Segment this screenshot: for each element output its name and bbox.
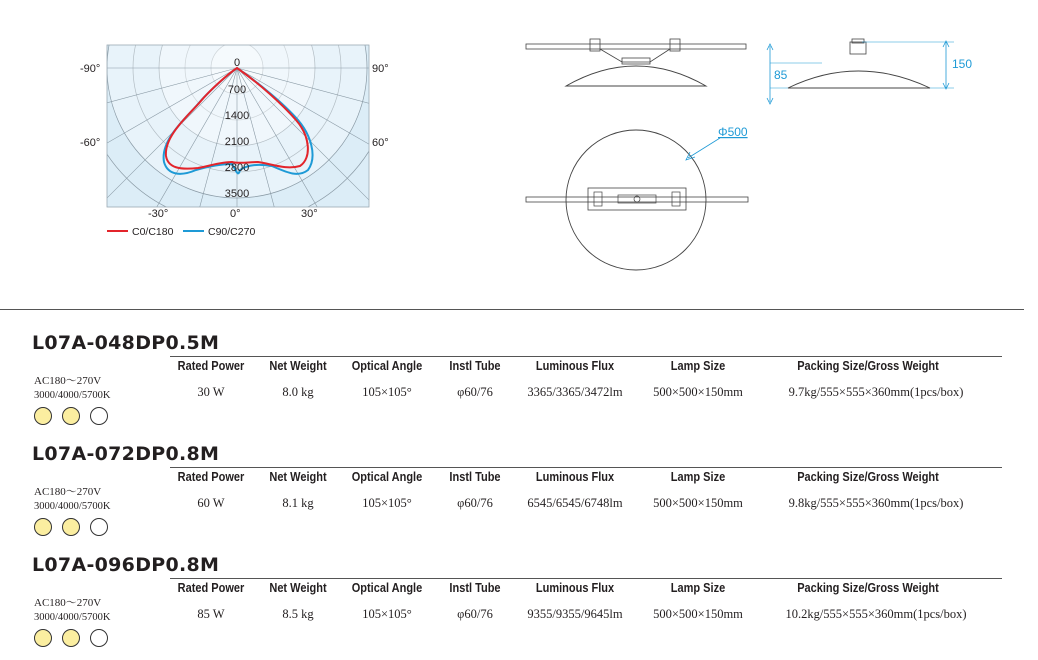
cct-dot-4000k bbox=[62, 407, 80, 425]
header-net-weight: Net Weight bbox=[269, 359, 327, 373]
value-packing-size: 9.8kg/555×555×360mm(1pcs/box) bbox=[788, 496, 964, 510]
angle-label-bottom-30: 30° bbox=[301, 208, 318, 220]
value-optical-angle: 105×105° bbox=[362, 385, 412, 399]
value-rated-power: 85 W bbox=[197, 607, 225, 621]
radial-label-3500: 3500 bbox=[224, 188, 250, 200]
color-temperature: 3000/4000/5700K bbox=[34, 612, 111, 623]
radial-label-1400: 1400 bbox=[224, 110, 250, 122]
value-lamp-size: 500×500×150mm bbox=[653, 385, 743, 399]
header-packing-size: Packing Size/Gross Weight bbox=[797, 359, 939, 373]
radial-label-700: 700 bbox=[227, 84, 247, 96]
header-rated-power: Rated Power bbox=[177, 581, 245, 595]
cct-dot-5700k bbox=[90, 629, 108, 647]
dimension-diameter: Φ500 bbox=[718, 125, 748, 139]
header-rated-power: Rated Power bbox=[177, 359, 245, 373]
polar-distribution-chart bbox=[60, 38, 410, 248]
value-rated-power: 30 W bbox=[197, 385, 225, 399]
cct-dot-5700k bbox=[90, 518, 108, 536]
header-rule bbox=[170, 467, 1002, 468]
angle-label-bottom-0: 0° bbox=[230, 208, 241, 220]
value-packing-size: 10.2kg/555×555×360mm(1pcs/box) bbox=[785, 607, 967, 621]
lamp-top-view bbox=[520, 120, 760, 275]
cct-dot-3000k bbox=[34, 629, 52, 647]
cct-dot-4000k bbox=[62, 518, 80, 536]
angle-label-left-90: -90° bbox=[80, 63, 101, 75]
model-name: L07A-096DP0.8M bbox=[32, 554, 220, 576]
cct-dot-3000k bbox=[34, 407, 52, 425]
product-block bbox=[32, 332, 1038, 432]
product-block bbox=[32, 443, 1038, 543]
color-temperature: 3000/4000/5700K bbox=[34, 390, 111, 401]
value-optical-angle: 105×105° bbox=[362, 607, 412, 621]
header-luminous-flux: Luminous Flux bbox=[535, 470, 615, 484]
value-lamp-size: 500×500×150mm bbox=[653, 496, 743, 510]
value-optical-angle: 105×105° bbox=[362, 496, 412, 510]
value-instl-tube: φ60/76 bbox=[457, 607, 493, 621]
header-instl-tube: Instl Tube bbox=[449, 359, 501, 373]
value-packing-size: 9.7kg/555×555×360mm(1pcs/box) bbox=[788, 385, 964, 399]
header-luminous-flux: Luminous Flux bbox=[535, 581, 615, 595]
value-net-weight: 8.5 kg bbox=[282, 607, 314, 621]
cct-dot-4000k bbox=[62, 629, 80, 647]
header-net-weight: Net Weight bbox=[269, 470, 327, 484]
radial-label-2800: 2800 bbox=[224, 162, 250, 174]
header-net-weight: Net Weight bbox=[269, 581, 327, 595]
header-optical-angle: Optical Angle bbox=[351, 581, 423, 595]
value-net-weight: 8.1 kg bbox=[282, 496, 314, 510]
value-instl-tube: φ60/76 bbox=[457, 385, 493, 399]
header-rated-power: Rated Power bbox=[177, 470, 245, 484]
voltage-range: AC180～270V bbox=[34, 597, 102, 609]
lamp-side-view bbox=[520, 36, 752, 96]
header-instl-tube: Instl Tube bbox=[449, 581, 501, 595]
product-block bbox=[32, 554, 1038, 654]
model-name: L07A-048DP0.5M bbox=[32, 332, 220, 354]
header-optical-angle: Optical Angle bbox=[351, 470, 423, 484]
value-luminous-flux: 6545/6545/6748lm bbox=[527, 496, 623, 510]
radial-label-2100: 2100 bbox=[224, 136, 250, 148]
header-optical-angle: Optical Angle bbox=[351, 359, 423, 373]
value-luminous-flux: 9355/9355/9645lm bbox=[527, 607, 623, 621]
cct-dot-5700k bbox=[90, 407, 108, 425]
model-name: L07A-072DP0.8M bbox=[32, 443, 220, 465]
header-packing-size: Packing Size/Gross Weight bbox=[797, 581, 939, 595]
lamp-dimension-view bbox=[762, 36, 982, 106]
voltage-range: AC180～270V bbox=[34, 375, 102, 387]
legend-label-c0: C0/C180 bbox=[132, 226, 174, 238]
angle-label-right-90: 90° bbox=[372, 63, 389, 75]
value-lamp-size: 500×500×150mm bbox=[653, 607, 743, 621]
voltage-range: AC180～270V bbox=[34, 486, 102, 498]
value-instl-tube: φ60/76 bbox=[457, 496, 493, 510]
angle-label-bottom-m30: -30° bbox=[148, 208, 169, 220]
angle-label-right-60: 60° bbox=[372, 137, 389, 149]
legend-label-c90: C90/C270 bbox=[208, 226, 256, 238]
value-rated-power: 60 W bbox=[197, 496, 225, 510]
header-rule bbox=[170, 578, 1002, 579]
cct-dot-3000k bbox=[34, 518, 52, 536]
color-temperature: 3000/4000/5700K bbox=[34, 501, 111, 512]
radial-label-0: 0 bbox=[233, 57, 241, 69]
section-divider bbox=[0, 309, 1024, 310]
header-rule bbox=[170, 356, 1002, 357]
header-lamp-size: Lamp Size bbox=[670, 359, 726, 373]
header-lamp-size: Lamp Size bbox=[670, 470, 726, 484]
value-net-weight: 8.0 kg bbox=[282, 385, 314, 399]
value-luminous-flux: 3365/3365/3472lm bbox=[527, 385, 623, 399]
dimension-85: 85 bbox=[774, 68, 788, 82]
header-lamp-size: Lamp Size bbox=[670, 581, 726, 595]
header-luminous-flux: Luminous Flux bbox=[535, 359, 615, 373]
header-instl-tube: Instl Tube bbox=[449, 470, 501, 484]
angle-label-left-60: -60° bbox=[80, 137, 101, 149]
dimension-150: 150 bbox=[952, 57, 973, 71]
header-packing-size: Packing Size/Gross Weight bbox=[797, 470, 939, 484]
